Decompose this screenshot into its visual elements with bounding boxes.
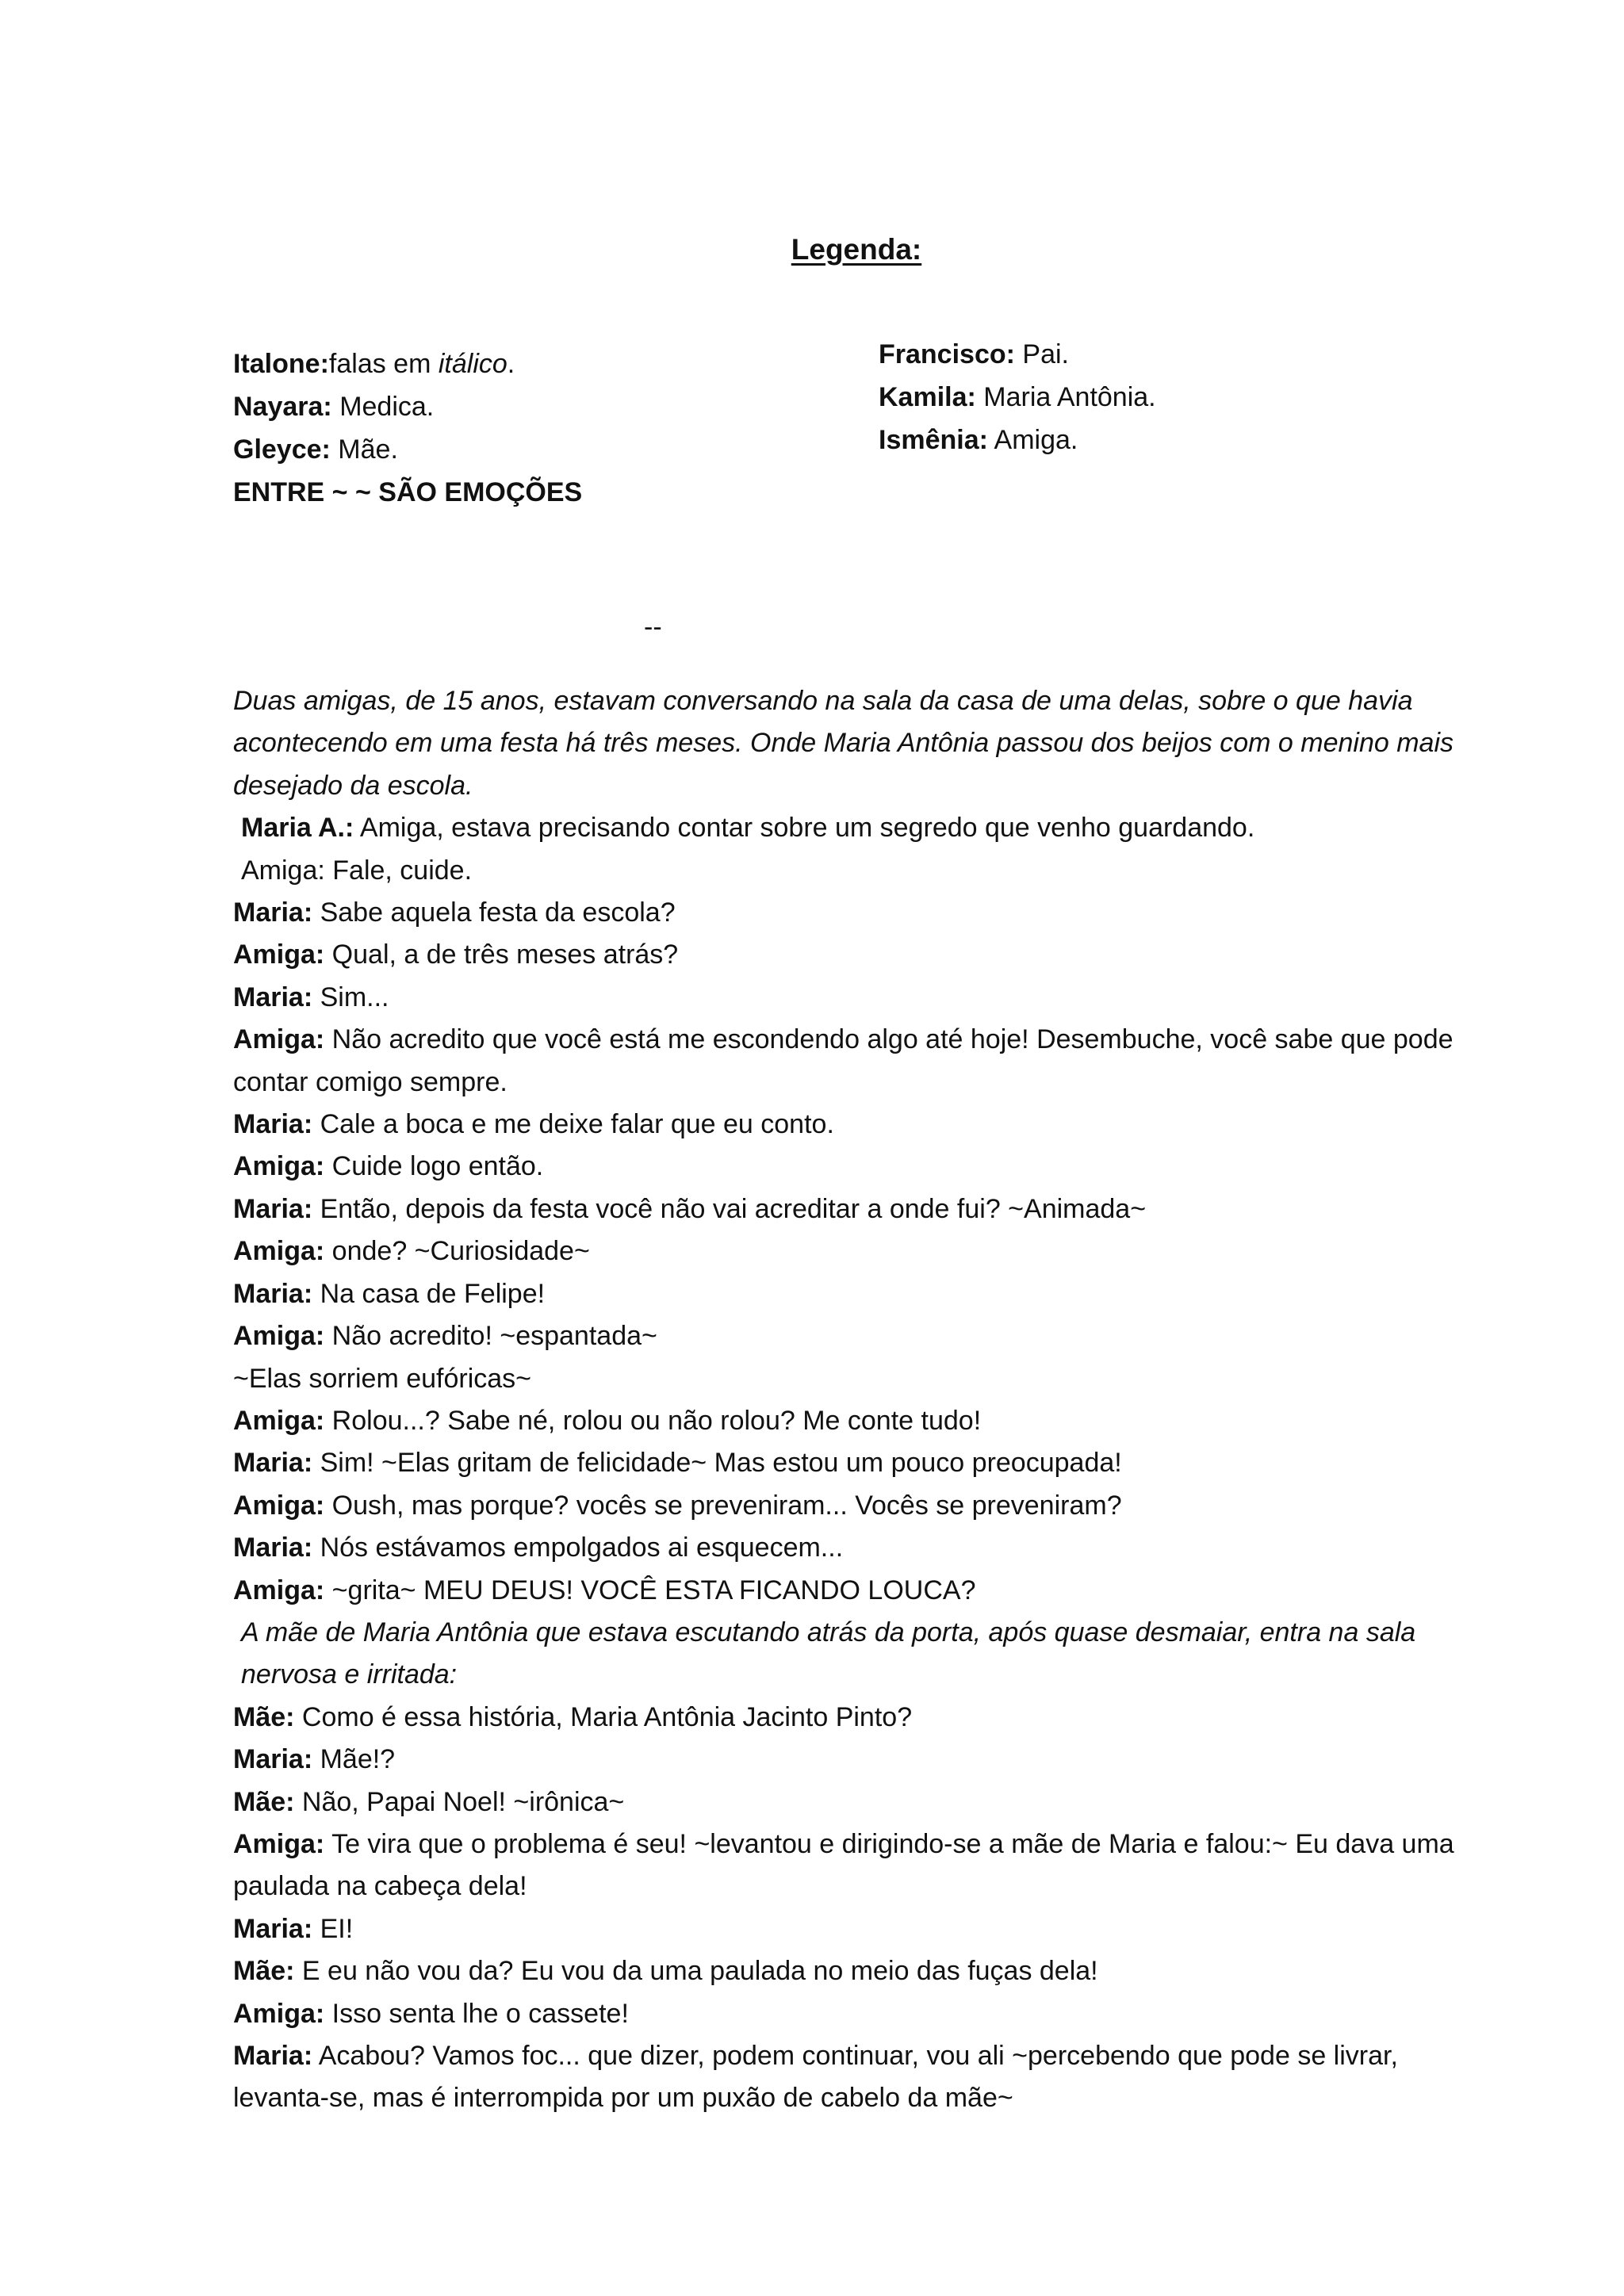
line-text: Rolou...? Sabe né, rolou ou não rolou? Me conte tudo! [324,1405,982,1436]
speaker-name: Amiga: [233,939,325,970]
script-line [233,807,1486,849]
script-line [233,1358,1486,1400]
script-line [233,850,1486,892]
legend-name: Nayara: [233,392,332,422]
legend-desc: Maria Antônia. [975,382,1156,412]
line-text: ~Elas sorriem eufóricas~ [233,1363,532,1394]
script-line [233,892,1486,934]
speaker-name: Maria: [233,2041,313,2071]
line-text: Sim... [312,982,389,1012]
legend-desc: Medica. [331,392,435,422]
legend-entry-gleyce [233,428,582,471]
legend-name: Francisco: [879,339,1015,369]
script-line [233,1400,1486,1442]
legend-name: Italone: [233,349,329,379]
script-line [233,1273,1486,1315]
speaker-name: Maria: [233,1913,313,1944]
legend-entry-ismenia [879,419,1156,461]
line-text: Na casa de Felipe! [312,1278,546,1309]
line-text: Cale a boca e me deixe falar que eu conto. [312,1109,834,1140]
speaker-name: Amiga: [233,1236,325,1267]
speaker-name: Maria: [233,1533,313,1563]
legend-left-column [233,342,582,514]
line-text: Sabe aquela festa da escola? [312,897,676,928]
script-line [233,1950,1486,1992]
legend-entry-nayara [233,385,582,428]
line-text: Não acredito! ~espantada~ [324,1321,657,1352]
script-line [233,1315,1486,1357]
legend-entry-kamila [879,376,1156,419]
line-text: onde? ~Curiosidade~ [324,1236,590,1267]
line-text: Então, depois da festa você não vai acreditar a onde fui? ~Animada~ [312,1193,1147,1224]
script-line [233,680,1486,807]
line-text: Cuide logo então. [324,1151,544,1182]
script-line [233,1188,1486,1230]
speaker-name: Maria: [233,1193,313,1224]
line-text: Nós estávamos empolgados ai esquecem... [312,1533,844,1563]
script-line [233,1612,1486,1697]
speaker-name: Maria: [233,1448,313,1479]
speaker-name: Maria: [233,1278,313,1309]
legend-desc: falas em [328,349,439,379]
legend-desc: Amiga. [987,425,1078,455]
speaker-name: Mãe: [233,1701,295,1732]
speaker-name: Maria: [233,1744,313,1775]
script-line [233,1485,1486,1527]
speaker-name: Mãe: [233,1786,295,1817]
script-line [233,1104,1486,1146]
line-text: Amiga: Fale, cuide. [241,855,473,886]
script-line [233,1570,1486,1612]
legend-name: Gleyce: [233,434,331,465]
speaker-name: Maria A.: [241,813,354,844]
line-text: EI! [312,1913,354,1944]
legend-name: Kamila: [879,382,976,412]
line-text: Isso senta lhe o cassete! [324,1998,629,2029]
script-line [233,1908,1486,1950]
speaker-name: Amiga: [233,1321,325,1352]
speaker-name: Amiga: [233,1998,325,2029]
speaker-name: Maria: [233,982,313,1012]
speaker-name: Amiga: [233,1405,325,1436]
line-text: Sim! ~Elas gritam de felicidade~ Mas estou um pouco preocupada! [312,1448,1122,1479]
section-separator: -- [644,612,662,642]
script-line [233,934,1486,976]
script-line [233,2035,1486,2120]
legend-entry-francisco [879,333,1156,376]
line-text: Te vira que o problema é seu! ~levantou e dirigindo-se a mãe de Maria e falou:~ Eu dava uma paulada na cabeça dela! [233,1828,1454,1902]
line-text: Como é essa história, Maria Antônia Jacinto Pinto? [294,1701,913,1732]
speaker-name: Maria: [233,1109,313,1140]
legend-entry-italone [233,342,582,385]
script-body [233,680,1486,2120]
line-text: A mãe de Maria Antônia que estava escutando atrás da porta, após quase desmaiar, entra na sala nervosa e irritada: [241,1617,1416,1690]
line-text: ~grita~ MEU DEUS! VOCÊ ESTA FICANDO LOUCA? [324,1575,976,1605]
legend-note: ENTRE ~ ~ SÃO EMOÇÕES [233,477,583,507]
line-text: E eu não vou da? Eu vou da uma paulada no meio das fuças dela! [294,1956,1098,1987]
line-text: Não, Papai Noel! ~irônica~ [294,1786,625,1817]
line-text: Qual, a de três meses atrás? [324,939,679,970]
line-text: Duas amigas, de 15 anos, estavam conversando na sala da casa de uma delas, sobre o que havia acontecendo em uma festa há três meses. Onde Maria Antônia passou dos beijos com o menino mais desejado da escola. [233,686,1454,801]
speaker-name: Maria: [233,897,313,928]
line-text: Oush, mas porque? vocês se preveniram... Vocês se preveniram? [324,1490,1122,1521]
page-title: Legenda: [791,233,922,266]
script-line [233,1019,1486,1104]
speaker-name: Amiga: [233,1024,325,1055]
script-line [233,1527,1486,1569]
line-text: Mãe!? [312,1744,396,1775]
speaker-name: Amiga: [233,1575,325,1605]
legend-right-column [879,333,1156,461]
script-line [233,977,1486,1019]
script-line [233,1442,1486,1484]
script-line [233,1823,1486,1908]
speaker-name: Amiga: [233,1151,325,1182]
speaker-name: Amiga: [233,1828,325,1859]
script-line [233,1146,1486,1188]
legend-desc: Pai. [1014,339,1069,369]
legend-desc-italic: itálico [438,349,508,379]
script-line [233,1697,1486,1739]
legend-desc-after: . [507,349,515,379]
line-text: Amiga, estava precisando contar sobre um segredo que venho guardando. [354,813,1255,844]
speaker-name: Mãe: [233,1956,295,1987]
speaker-name: Amiga: [233,1490,325,1521]
script-line [233,1230,1486,1272]
script-line [233,1739,1486,1781]
line-text: Acabou? Vamos foc... que dizer, podem continuar, vou ali ~percebendo que pode se livrar, levanta-se, mas é interrompida por um puxão de cabelo da mãe~ [233,2041,1398,2114]
legend-desc: Mãe. [330,434,398,465]
script-line [233,1781,1486,1823]
legend-name: Ismênia: [879,425,988,455]
script-line [233,1993,1486,2035]
line-text: Não acredito que você está me escondendo algo até hoje! Desembuche, você sabe que pode contar comigo sempre. [233,1024,1454,1097]
